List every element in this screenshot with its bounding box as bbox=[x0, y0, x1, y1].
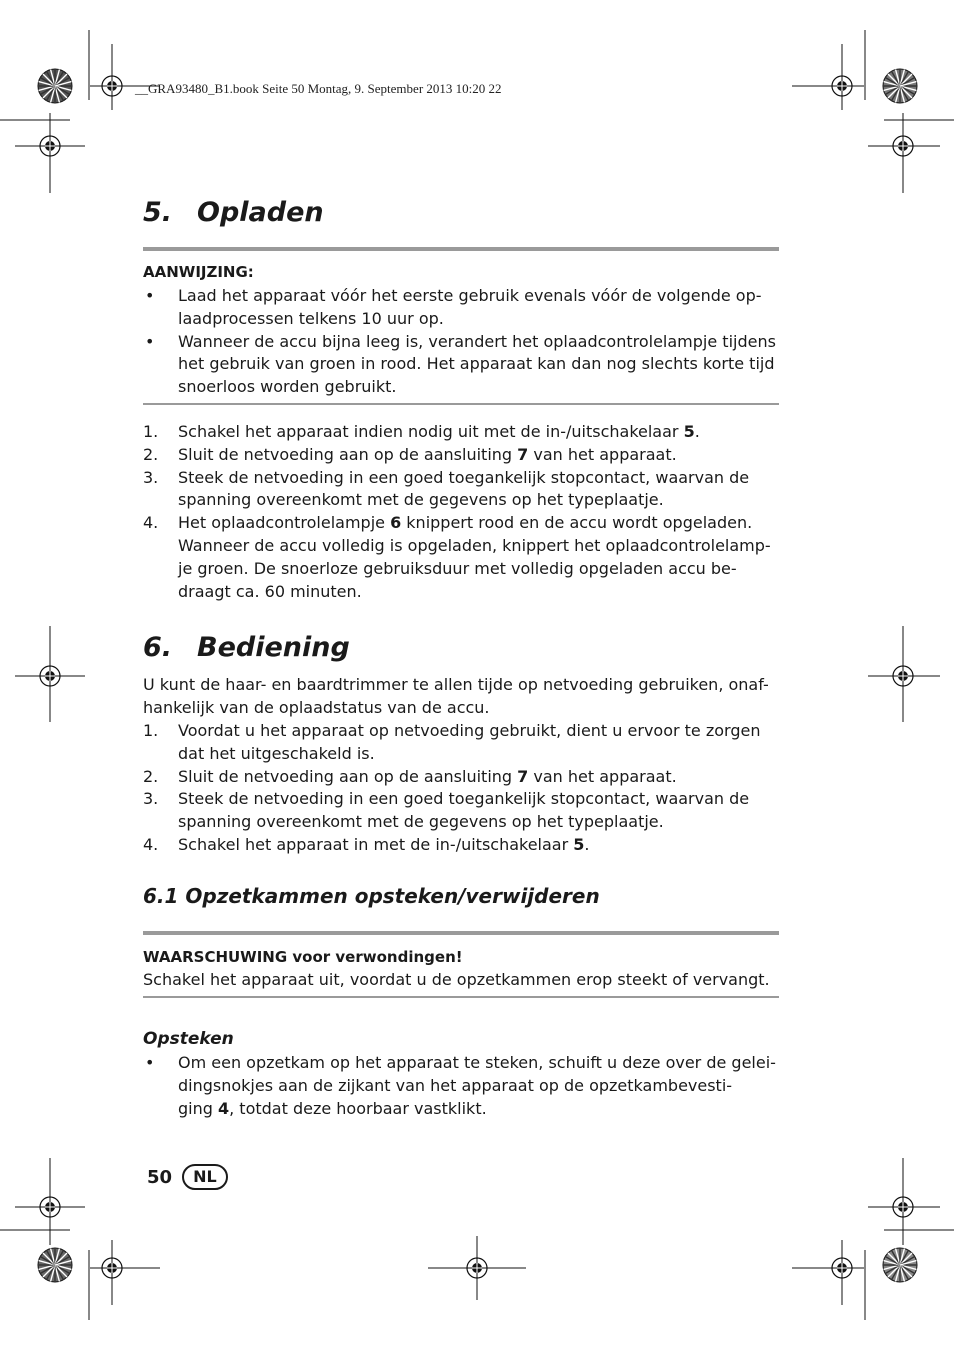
text-segment: Steek de netvoeding in een goed toegankelijk stopcontact, waarvan de bbox=[178, 467, 750, 487]
text-segment: Het oplaadcontrolelampje bbox=[178, 513, 391, 533]
text-segment: ging bbox=[178, 1098, 218, 1118]
text-segment: dat het uitgeschakeld is. bbox=[178, 743, 375, 763]
section-5-number: 5. bbox=[143, 197, 173, 228]
text-line bbox=[178, 1075, 779, 1098]
warning-top-rule bbox=[143, 931, 779, 935]
warning-text: Schakel het apparaat uit, voordat u de opzetkammen erop steekt of vervangt. bbox=[143, 970, 770, 989]
text-line bbox=[178, 512, 779, 535]
step-item bbox=[143, 766, 779, 789]
text-segment: van het apparaat. bbox=[528, 444, 677, 464]
registration-mark-icon bbox=[889, 1193, 917, 1221]
intro-line: hankelijk van de oplaadstatus van de accu. bbox=[143, 697, 490, 717]
note-bottom-rule bbox=[143, 403, 779, 405]
registration-mark-icon bbox=[36, 132, 64, 160]
text-line bbox=[178, 1052, 779, 1075]
page-footer bbox=[147, 1164, 228, 1190]
text-segment: draagt ca. 60 minuten. bbox=[178, 581, 362, 601]
bullet-item bbox=[143, 285, 779, 331]
text-line bbox=[178, 489, 779, 512]
registration-mark-icon bbox=[828, 1254, 856, 1282]
text-line bbox=[178, 444, 779, 467]
color-star-target-icon bbox=[38, 1248, 72, 1282]
text-segment: spanning overeenkomt met de gegevens op het typeplaatje. bbox=[178, 490, 664, 510]
note-label: AANWIJZING: bbox=[143, 263, 254, 281]
text-segment: . bbox=[694, 422, 700, 441]
step-item bbox=[143, 444, 779, 467]
text-line: Laad het apparaat vóór het eerste gebruik evenals vóór de volgende op- bbox=[178, 286, 762, 305]
section-6-intro bbox=[143, 674, 779, 720]
text-line bbox=[178, 581, 779, 604]
text-line bbox=[178, 1098, 779, 1121]
section-6-number: 6. bbox=[143, 632, 173, 663]
operation-steps-list bbox=[143, 720, 779, 857]
step-number: 3. bbox=[143, 789, 159, 809]
registration-mark-icon bbox=[828, 72, 856, 100]
step-number: 1. bbox=[143, 422, 159, 441]
text-line bbox=[178, 766, 779, 789]
registration-mark-icon bbox=[463, 1254, 491, 1282]
print-info-line: __GRA93480_B1.book Seite 50 Montag, 9. September 2013 10:20 22 bbox=[135, 81, 502, 96]
color-star-target-icon bbox=[38, 69, 72, 103]
text-segment: je groen. De snoerloze gebruiksduur met volledig opgeladen accu be- bbox=[178, 558, 737, 578]
registration-mark-icon bbox=[98, 72, 126, 100]
text-segment: , totdat deze hoorbaar vastklikt. bbox=[229, 1098, 487, 1118]
step-number: 3. bbox=[143, 467, 159, 487]
text-line bbox=[178, 720, 779, 743]
section-5-title-rule bbox=[143, 247, 779, 251]
warning-bottom-rule bbox=[143, 996, 779, 998]
registration-mark-icon bbox=[36, 1193, 64, 1221]
bullet-icon: • bbox=[145, 331, 155, 351]
opsteken-bullet-list bbox=[143, 1052, 779, 1120]
step-item bbox=[143, 720, 779, 766]
text-segment: Schakel het apparaat indien nodig uit met de in-/uitschakelaar bbox=[178, 422, 684, 441]
text-line bbox=[178, 467, 779, 490]
text-segment: Om een opzetkam op het apparaat te steken, schuift u deze over de gelei- bbox=[178, 1053, 776, 1072]
text-segment: Sluit de netvoeding aan op de aansluiting bbox=[178, 444, 518, 464]
step-number: 4. bbox=[143, 834, 159, 854]
bullet-icon: • bbox=[145, 286, 155, 305]
reference-number: 7 bbox=[517, 444, 529, 464]
warning-label: WAARSCHUWING voor verwondingen! bbox=[143, 948, 463, 966]
text-line bbox=[178, 834, 779, 857]
section-5-heading bbox=[143, 197, 324, 229]
note-bullet-list bbox=[143, 285, 779, 399]
charging-steps-list bbox=[143, 421, 779, 603]
opsteken-heading: Opsteken bbox=[143, 1029, 234, 1049]
step-number: 4. bbox=[143, 513, 159, 533]
bullet-item bbox=[143, 1052, 779, 1120]
text-segment: Voordat u het apparaat op netvoeding gebruikt, dient u ervoor te zorgen bbox=[178, 721, 761, 740]
text-segment: dingsnokjes aan de zijkant van het apparaat op de opzetkambevesti- bbox=[178, 1075, 733, 1095]
page-number: 50 bbox=[147, 1166, 173, 1188]
text-line bbox=[178, 535, 779, 558]
step-number: 2. bbox=[143, 766, 159, 786]
step-number: 1. bbox=[143, 721, 159, 740]
step-item bbox=[143, 421, 779, 444]
registration-mark-icon bbox=[889, 132, 917, 160]
text-segment: knippert rood en de accu wordt opgeladen. bbox=[401, 513, 753, 533]
text-segment: Schakel het apparaat in met de in-/uitschakelaar bbox=[178, 834, 574, 854]
text-segment: van het apparaat. bbox=[528, 766, 677, 786]
text-segment: Sluit de netvoeding aan op de aansluiting bbox=[178, 766, 518, 786]
text-line bbox=[178, 743, 779, 766]
step-item bbox=[143, 834, 779, 857]
step-number: 2. bbox=[143, 444, 159, 464]
text-line: laadprocessen telkens 10 uur op. bbox=[178, 308, 444, 328]
text-line bbox=[178, 811, 779, 834]
text-segment: . bbox=[584, 834, 590, 854]
language-badge: NL bbox=[182, 1164, 228, 1190]
color-star-target-icon bbox=[883, 69, 917, 103]
bullet-item bbox=[143, 331, 779, 399]
section-5-title: Opladen bbox=[197, 197, 324, 228]
text-line bbox=[178, 788, 779, 811]
text-line bbox=[178, 421, 779, 444]
section-6-title: Bediening bbox=[197, 632, 350, 663]
step-item bbox=[143, 512, 779, 603]
text-line: Wanneer de accu bijna leeg is, verandert het oplaadcontrolelampje tijdens bbox=[178, 331, 776, 351]
reference-number: 5 bbox=[573, 834, 585, 854]
registration-mark-icon bbox=[36, 662, 64, 690]
bullet-icon: • bbox=[145, 1053, 155, 1072]
text-line: snoerloos worden gebruikt. bbox=[178, 377, 397, 397]
intro-line: U kunt de haar- en baardtrimmer te allen tijde op netvoeding gebruiken, onaf- bbox=[143, 675, 769, 694]
section-6-1-heading: 6.1 Opzetkammen opsteken/verwijderen bbox=[143, 884, 600, 908]
text-line: het gebruik van groen in rood. Het apparaat kan dan nog slechts korte tijd bbox=[178, 354, 775, 374]
text-segment: spanning overeenkomt met de gegevens op het typeplaatje. bbox=[178, 812, 664, 832]
reference-number: 4 bbox=[217, 1098, 230, 1118]
reference-number: 6 bbox=[390, 513, 402, 533]
color-star-target-icon bbox=[883, 1248, 917, 1282]
section-6-heading bbox=[143, 632, 350, 664]
registration-mark-icon bbox=[889, 662, 917, 690]
step-item bbox=[143, 788, 779, 834]
registration-mark-icon bbox=[98, 1254, 126, 1282]
text-segment: Wanneer de accu volledig is opgeladen, knippert het oplaadcontrolelamp- bbox=[178, 535, 771, 555]
reference-number: 7 bbox=[517, 766, 529, 786]
text-segment: Steek de netvoeding in een goed toegankelijk stopcontact, waarvan de bbox=[178, 789, 750, 809]
reference-number: 5 bbox=[683, 422, 695, 441]
step-item bbox=[143, 467, 779, 513]
text-line bbox=[178, 558, 779, 581]
